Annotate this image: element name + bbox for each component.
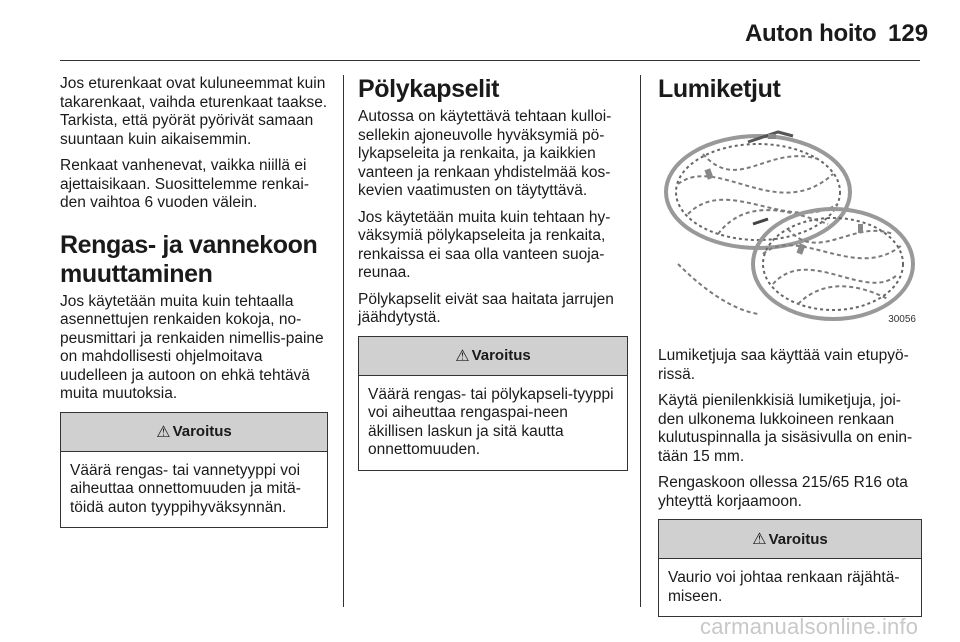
warning-box bbox=[658, 519, 922, 617]
paragraph: Lumiketjuja saa käyttää vain etupyö-rissä. bbox=[658, 347, 909, 383]
page-number: 129 bbox=[888, 20, 929, 47]
paragraph: Käytä pienilenkkisiä lumiketjuja, joi-den ulkonema lukkoineen renkaan kulutuspinnalla ja sisäsivulla on enin-tään 15 mm. bbox=[658, 392, 913, 465]
column-left bbox=[60, 75, 328, 528]
warning-text: Väärä rengas- tai vannetyyppi voi aiheuttaa onnettomuuden ja mitä-töidä auton tyyppihyväksynnän. bbox=[70, 461, 301, 516]
watermark: carmanualsonline.info bbox=[700, 614, 919, 639]
warning-header bbox=[359, 337, 627, 376]
paragraph: Jos käytetään muita kuin tehtaalla asennettujen renkaiden kokoja, no-peusmittari ja renkaiden nimellis-paine on mahdollisesti ohjelmoitava uudelleen ja autoon on ehkä tehtävä muita muutoksia. bbox=[60, 292, 324, 402]
paragraph: Jos eturenkaat ovat kuluneemmat kuin takarenkaat, vaihda eturenkaat taakse. Tarkista, että pyörät pyörivät samaan suuntaan kuin aikaisemmin. bbox=[60, 75, 328, 148]
column-right bbox=[658, 75, 922, 617]
warning-title: Varoitus bbox=[172, 423, 232, 440]
warning-triangle-icon: ⚠ bbox=[455, 347, 470, 365]
warning-title: Varoitus bbox=[768, 530, 828, 548]
section-heading: Pölykapselit bbox=[358, 75, 500, 103]
column-middle bbox=[358, 75, 628, 471]
snow-chain-illustration bbox=[658, 114, 920, 329]
section-heading: Lumiketjut bbox=[658, 75, 781, 103]
paragraph: Rengaskoon ollessa 215/65 R16 ota yhteyttä korjaamoon. bbox=[658, 474, 908, 510]
snow-chain-image bbox=[658, 114, 920, 329]
section-heading: Rengas- ja vannekoon muuttaminen bbox=[60, 230, 318, 288]
paragraph: Autossa on käytettävä tehtaan kulloi-sellekin ajoneuvolle hyväksymiä pö-lykapseleita ja renkaita, ja kaikkien vanteen ja renkaan yhdistelmää kos-kevien vaatimusten on täytyttävä. bbox=[358, 108, 612, 199]
column-divider bbox=[640, 75, 641, 607]
warning-text: Vaurio voi johtaa renkaan räjähtä-miseen. bbox=[668, 569, 900, 605]
warning-body bbox=[61, 452, 327, 528]
warning-body bbox=[659, 559, 921, 616]
warning-header bbox=[659, 520, 921, 559]
section-title: Auton hoito bbox=[745, 20, 877, 47]
header-rule bbox=[60, 60, 920, 61]
warning-header bbox=[61, 413, 327, 452]
image-reference-code: 30056 bbox=[888, 314, 916, 325]
paragraph: Pölykapselit eivät saa haitata jarrujen jäähdytystä. bbox=[358, 290, 614, 326]
paragraph: Renkaat vanhenevat, vaikka niillä ei ajettaisikaan. Suosittelemme renkai-den vaihtoa 6 vuoden välein. bbox=[60, 157, 309, 211]
warning-text: Väärä rengas- tai pölykapseli-tyyppi voi aiheuttaa rengaspai-neen äkillisen laskun ja sitä kautta onnettomuuden. bbox=[368, 385, 614, 458]
warning-triangle-icon: ⚠ bbox=[156, 423, 171, 441]
warning-body bbox=[359, 376, 627, 470]
warning-box bbox=[358, 336, 628, 471]
warning-title: Varoitus bbox=[471, 347, 531, 364]
warning-box bbox=[60, 412, 328, 529]
warning-triangle-icon: ⚠ bbox=[752, 531, 767, 548]
column-divider bbox=[343, 75, 344, 607]
paragraph: Jos käytetään muita kuin tehtaan hy-väksymiä pölykapseleita ja renkaita, renkaissa ei saa olla vanteen suoja-reunaa. bbox=[358, 208, 611, 281]
